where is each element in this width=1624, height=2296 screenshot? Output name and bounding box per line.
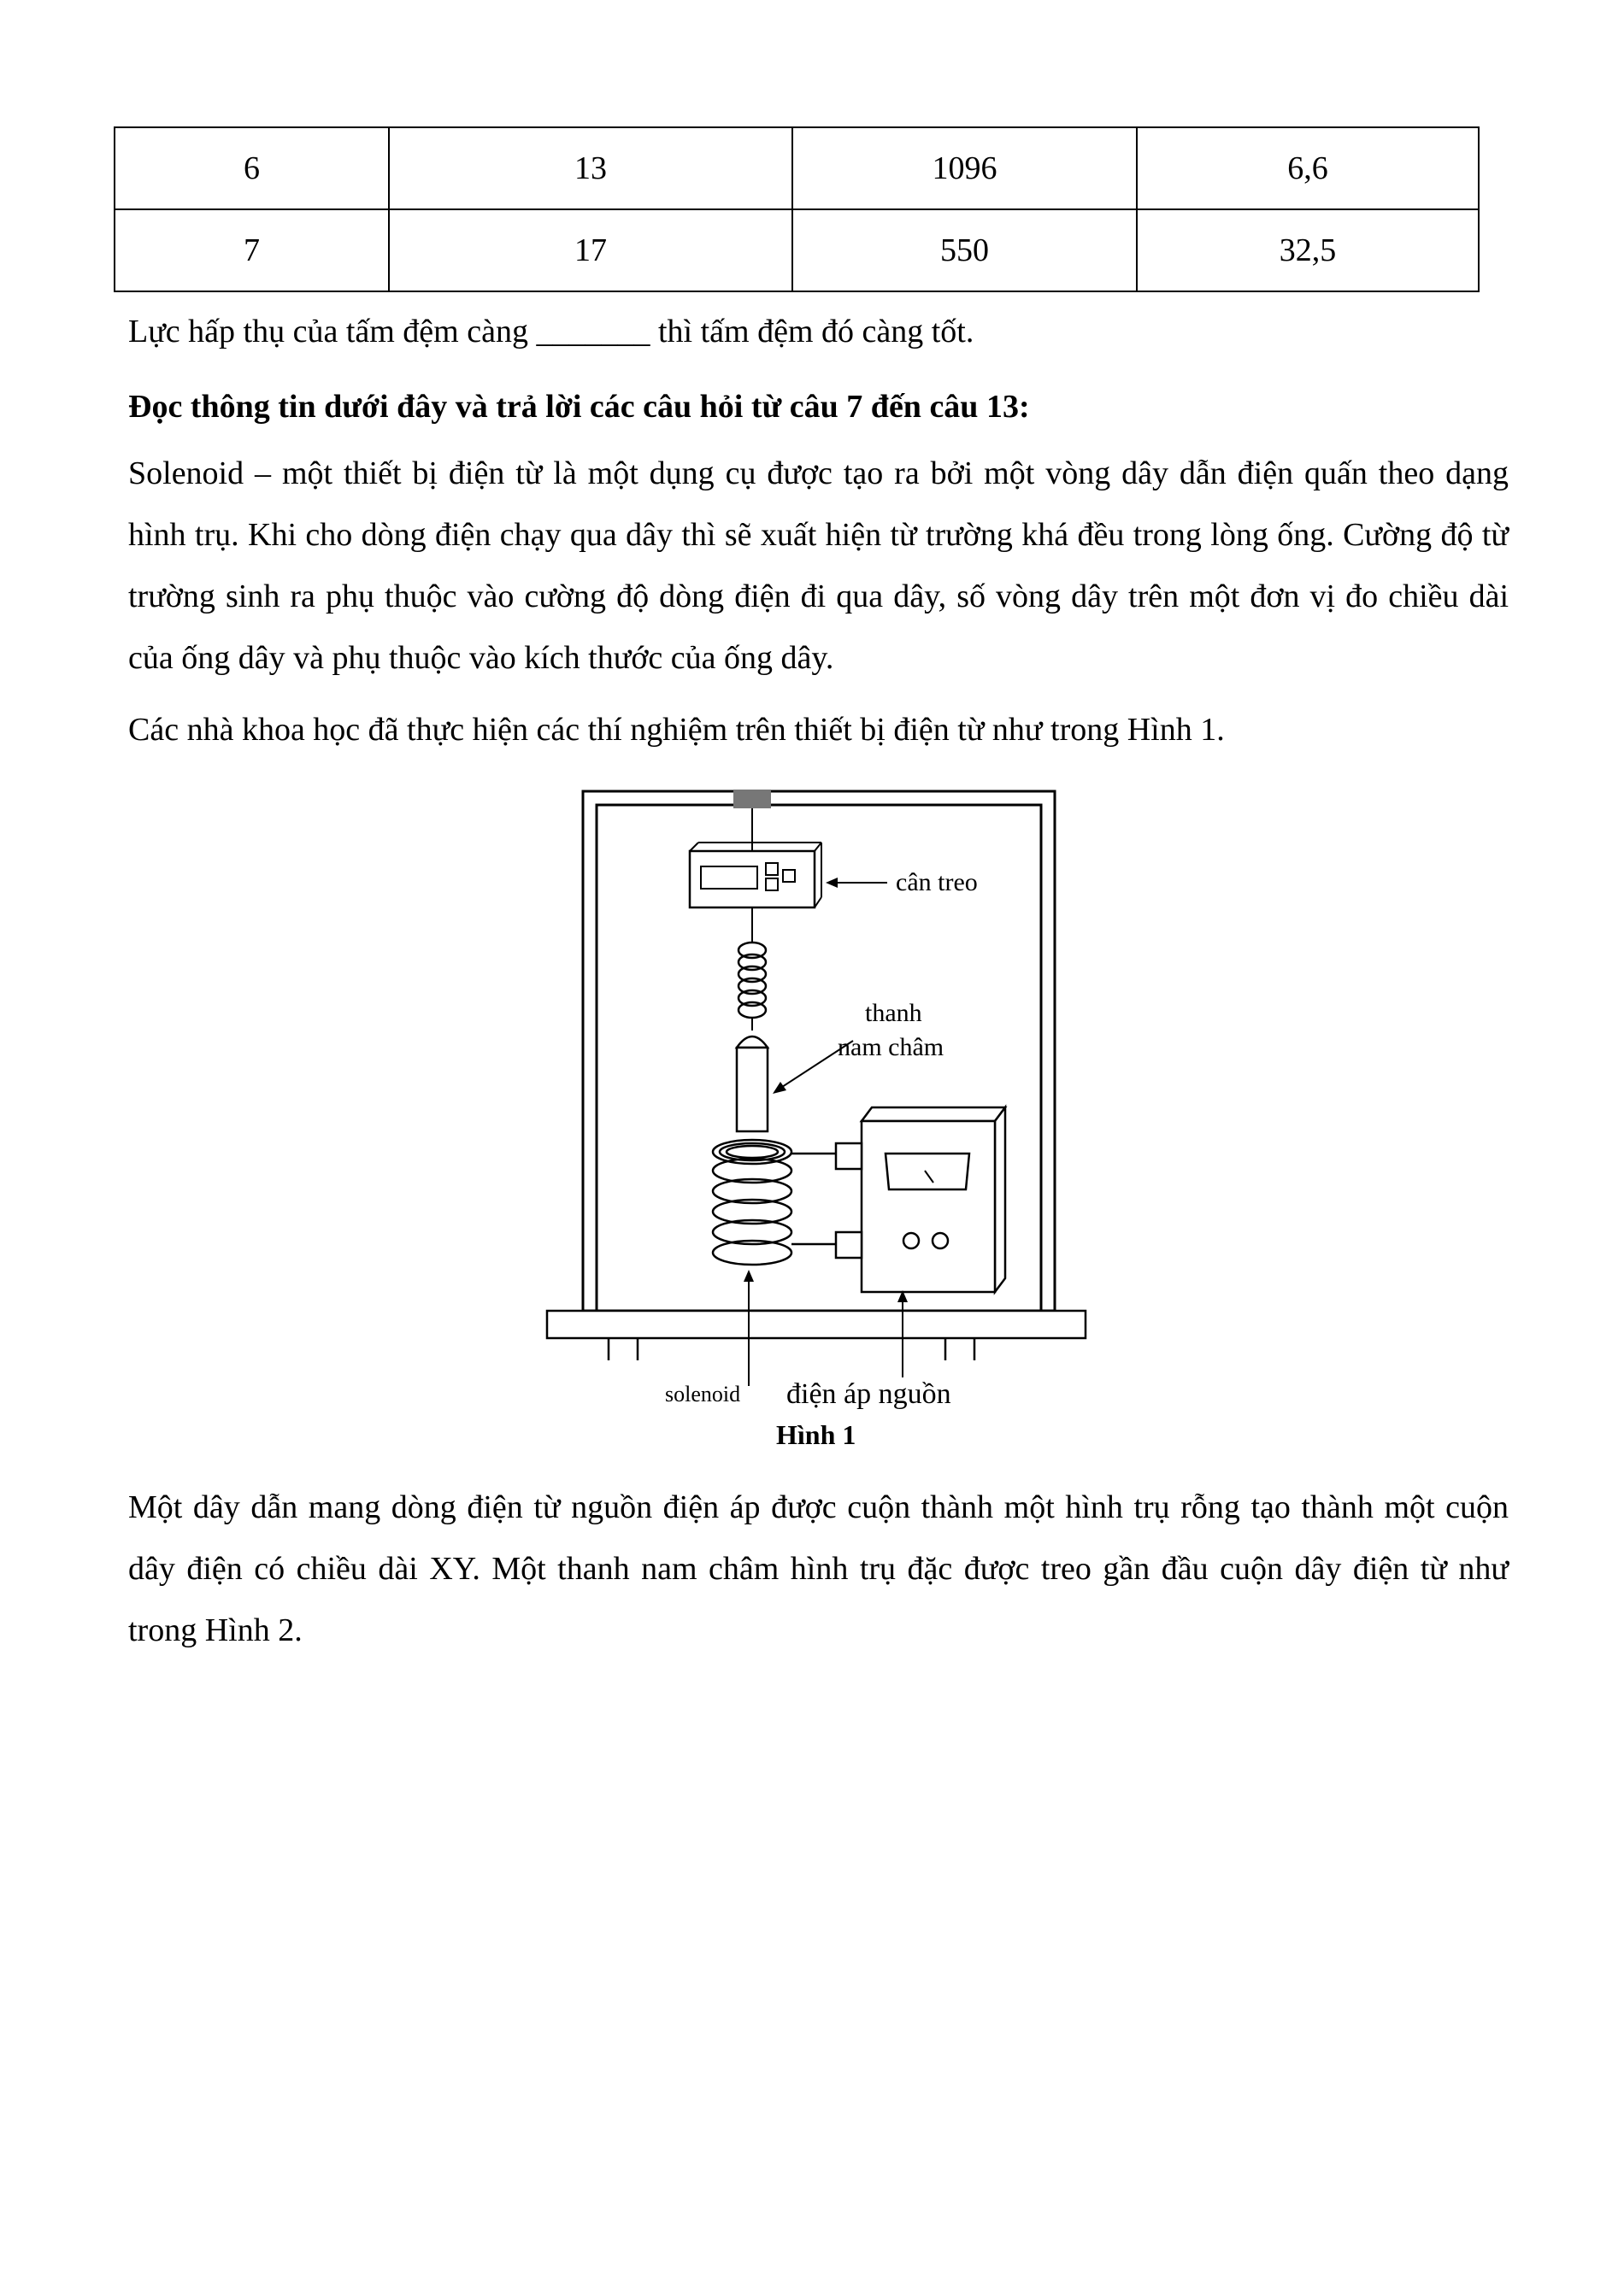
table-cell: 1096 [792, 127, 1137, 209]
solenoid-apparatus-diagram [513, 769, 1111, 1453]
data-table [114, 126, 1480, 292]
fill-in-sentence: Lực hấp thụ của tấm đệm càng _______ thì tấm đệm đó càng tốt. [128, 314, 974, 349]
table-row [115, 127, 1479, 209]
table-cell: 550 [792, 209, 1137, 291]
figure-1 [513, 769, 1111, 1453]
label-magnet-line2: nam châm [838, 1033, 944, 1061]
table-cell: 7 [115, 209, 389, 291]
base-plate [547, 1311, 1086, 1338]
label-magnet-line1: thanh [865, 999, 922, 1027]
table-cell: 17 [389, 209, 792, 291]
section-heading: Đọc thông tin dưới đây và trả lời các câu hỏi từ câu 7 đến câu 13: [128, 389, 1030, 425]
base-legs [609, 1338, 974, 1360]
figure-caption: Hình 1 [776, 1419, 856, 1450]
hanger-block [733, 790, 771, 808]
power-supply [836, 1107, 1005, 1292]
bar-magnet [737, 1036, 768, 1131]
hanging-scale [690, 843, 821, 907]
solenoid-coil [713, 1140, 791, 1265]
label-solenoid: solenoid [665, 1382, 741, 1406]
paragraph-coil-description: Một dây dẫn mang dòng điện từ nguồn điện áp được cuộn thành một hình trụ rỗng tạo thành một cuộn dây điện có chiều dài XY. Một thanh nam châm hình trụ đặc được treo gần đầu cuộn dây điện từ như trong Hình 2. [128, 1489, 1509, 1648]
paragraph-solenoid-intro: Solenoid – một thiết bị điện từ là một dụng cụ được tạo ra bởi một vòng dây dẫn điện quấn theo dạng hình trụ. Khi cho dòng điện chạy qua dây thì sẽ xuất hiện từ trường khá đều trong lòng ống. Cường độ từ trường sinh ra phụ thuộc vào cường độ dòng điện đi qua dây, số vòng dây trên một đơn vị đo chiều dài của ống dây và phụ thuộc vào kích thước của ống dây. [128, 455, 1509, 676]
paragraph-experiment: Các nhà khoa học đã thực hiện các thí nghiệm trên thiết bị điện từ như trong Hình 1. [128, 712, 1225, 748]
label-power-supply: điện áp nguồn [786, 1378, 951, 1410]
label-scale: cân treo [896, 868, 978, 896]
table-cell: 13 [389, 127, 792, 209]
table-cell: 32,5 [1137, 209, 1479, 291]
table-cell: 6 [115, 127, 389, 209]
table-row [115, 209, 1479, 291]
table-cell: 6,6 [1137, 127, 1479, 209]
spring [738, 942, 766, 1018]
